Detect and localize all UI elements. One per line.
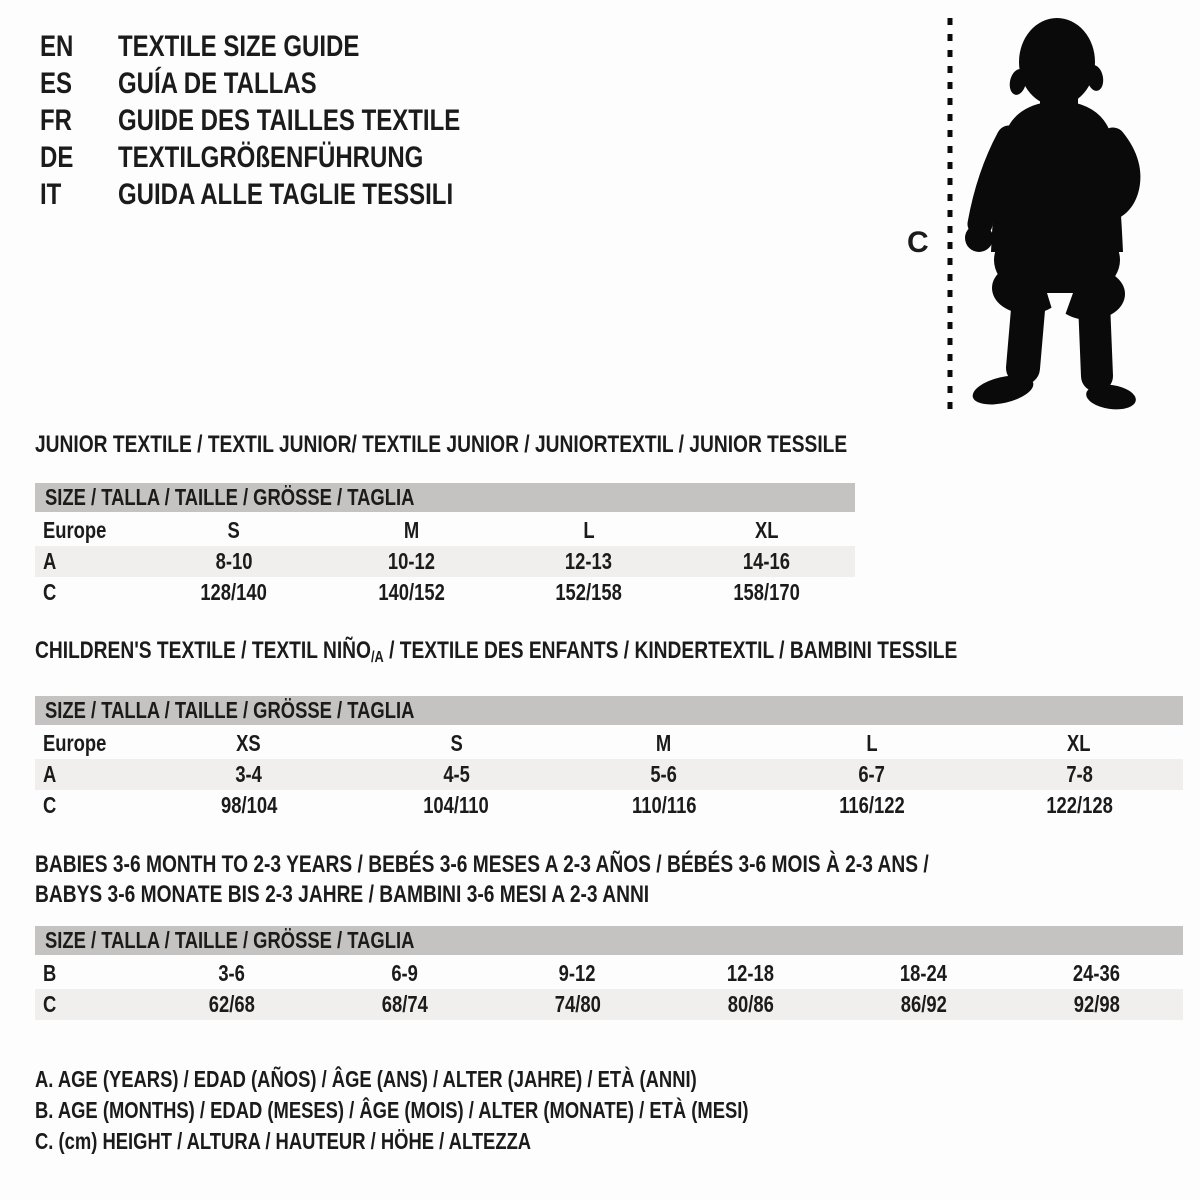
language-code: FR xyxy=(40,103,72,137)
guide-title-fr: GUIDE DES TAILLES TEXTILE xyxy=(118,103,461,137)
nino-a-subscript: /A xyxy=(370,649,384,666)
row-label: B xyxy=(43,960,57,986)
age-cell: 8-10 xyxy=(215,548,253,574)
language-title-list xyxy=(40,28,546,213)
months-cell: 12-18 xyxy=(726,960,775,986)
months-cell: 6-9 xyxy=(391,960,418,986)
height-cell: 62/68 xyxy=(208,991,255,1017)
junior-row-europe xyxy=(35,515,855,546)
babies-row-height xyxy=(35,989,1183,1020)
size-cell: S xyxy=(227,517,240,543)
height-cell: 140/152 xyxy=(377,579,445,605)
note-age-years: A. AGE (YEARS) / EDAD (AÑOS) / ÂGE (ANS) / ALTER (JAHRE) / ETÀ (ANNI) xyxy=(35,1066,697,1092)
age-cell: 7-8 xyxy=(1065,761,1093,787)
language-code: IT xyxy=(40,177,62,211)
guide-title-en: TEXTILE SIZE GUIDE xyxy=(118,29,360,63)
row-label: C xyxy=(43,991,57,1017)
height-cell: 158/170 xyxy=(732,579,800,605)
legend-notes xyxy=(35,1064,927,1157)
language-row-fr xyxy=(40,102,546,139)
height-cell: 116/122 xyxy=(838,792,905,818)
babies-row-months xyxy=(35,958,1183,989)
babies-size-header-bar xyxy=(35,926,1183,955)
size-cell: M xyxy=(403,517,419,543)
children-section-title: CHILDREN'S TEXTILE / TEXTIL $NIÑO_{/A}$ / TEXTILE DES ENFANTS / KINDERTEXTIL / BAMBINI TESSILE xyxy=(35,637,958,666)
junior-row-height xyxy=(35,577,855,608)
height-cell: 128/140 xyxy=(200,579,267,605)
row-label: C xyxy=(43,579,57,605)
age-cell: 3-4 xyxy=(235,761,263,787)
size-header-label: SIZE / TALLA / TAILLE / GRÖSSE / TAGLIA xyxy=(45,927,415,953)
height-marker-label: C xyxy=(907,226,929,259)
age-cell: 5-6 xyxy=(650,761,678,787)
children-row-age xyxy=(35,759,1183,790)
size-cell: XS xyxy=(236,730,262,756)
children-row-europe xyxy=(35,728,1183,759)
height-cell: 74/80 xyxy=(554,991,601,1017)
height-cell: 122/128 xyxy=(1045,792,1113,818)
left-hand xyxy=(965,224,993,252)
language-row-it xyxy=(40,176,546,213)
height-cell: 86/92 xyxy=(900,991,947,1017)
months-cell: 24-36 xyxy=(1072,960,1121,986)
height-cell: 68/74 xyxy=(381,991,428,1017)
height-cell: 98/104 xyxy=(220,792,277,818)
junior-size-header-bar xyxy=(35,483,855,512)
height-cell: 92/98 xyxy=(1073,991,1120,1017)
months-cell: 18-24 xyxy=(899,960,948,986)
children-size-header-bar xyxy=(35,696,1183,725)
babies-section-title-line2: BABYS 3-6 MONATE BIS 2-3 JAHRE / BAMBINI 3-6 MESI A 2-3 ANNI xyxy=(35,881,650,908)
junior-section xyxy=(35,432,855,608)
size-header-label: SIZE / TALLA / TAILLE / GRÖSSE / TAGLIA xyxy=(45,697,415,723)
months-cell: 3-6 xyxy=(218,960,245,986)
months-cell: 9-12 xyxy=(559,960,596,986)
size-cell: M xyxy=(656,730,672,756)
junior-row-age xyxy=(35,546,855,577)
junior-section-title: JUNIOR TEXTILE / TEXTIL JUNIOR/ TEXTILE JUNIOR / JUNIORTEXTIL / JUNIOR TESSILE xyxy=(35,431,848,458)
language-row-en xyxy=(40,28,546,65)
row-label: A xyxy=(43,548,57,574)
babies-section-title-line1: BABIES 3-6 MONTH TO 2-3 YEARS / BEBÉS 3-6 MESES A 2-3 AÑOS / BÉBÉS 3-6 MOIS À 2-3 ANS / xyxy=(35,851,929,878)
guide-title-es: GUÍA DE TALLAS xyxy=(118,66,317,100)
age-cell: 10-12 xyxy=(387,548,435,574)
size-cell: L xyxy=(583,517,595,543)
age-cell: 4-5 xyxy=(443,761,470,787)
language-code: ES xyxy=(40,66,73,100)
height-cell: 80/86 xyxy=(727,991,774,1017)
size-header-label: SIZE / TALLA / TAILLE / GRÖSSE / TAGLIA xyxy=(45,484,415,510)
note-age-months: B. AGE (MONTHS) / EDAD (MESES) / ÂGE (MOIS) / ALTER (MONATE) / ETÀ (MESI) xyxy=(35,1097,749,1123)
height-cell: 110/116 xyxy=(631,792,697,818)
language-row-de xyxy=(40,139,546,176)
guide-title-de: TEXTILGRÖßENFÜHRUNG xyxy=(118,140,424,174)
language-row-es xyxy=(40,65,546,102)
row-label: A xyxy=(43,761,57,787)
age-cell: 14-16 xyxy=(742,548,790,574)
size-cell: XL xyxy=(1067,730,1091,756)
size-figure xyxy=(885,10,1165,422)
head xyxy=(1019,18,1095,106)
size-cell: S xyxy=(450,730,463,756)
size-cell: XL xyxy=(754,517,778,543)
row-label: Europe xyxy=(43,730,107,756)
age-cell: 12-13 xyxy=(565,548,613,574)
row-label: Europe xyxy=(43,517,107,543)
height-cell: 152/158 xyxy=(555,579,622,605)
height-cell: 104/110 xyxy=(423,792,490,818)
child-silhouette xyxy=(885,10,1165,422)
children-row-height xyxy=(35,790,1183,821)
language-code: DE xyxy=(40,140,74,174)
guide-title-it: GUIDA ALLE TAGLIE TESSILI xyxy=(118,177,454,211)
row-label: C xyxy=(43,792,57,818)
babies-section xyxy=(35,850,1183,1020)
language-code: EN xyxy=(40,29,74,63)
age-cell: 6-7 xyxy=(858,761,885,787)
children-section xyxy=(35,638,1183,821)
note-height-cm: C. (cm) HEIGHT / ALTURA / HAUTEUR / HÖHE / ALTEZZA xyxy=(35,1128,532,1154)
size-cell: L xyxy=(865,730,878,756)
